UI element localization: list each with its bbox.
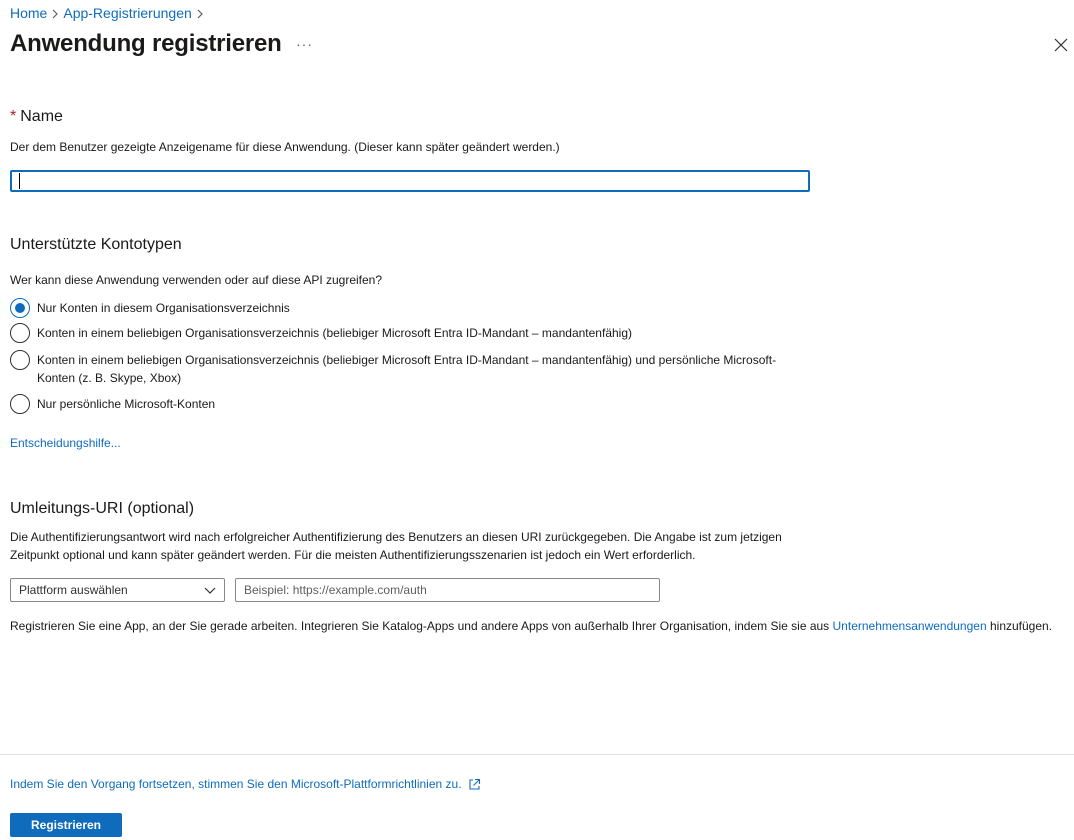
- decision-help-link[interactable]: Entscheidungshilfe...: [10, 436, 121, 450]
- info-text: [10, 617, 1070, 635]
- radio-button-checked[interactable]: [10, 298, 30, 318]
- name-help-text: Der dem Benutzer gezeigte Anzeigename für diese Anwendung. (Dieser kann später geändert werden.): [10, 140, 560, 154]
- account-types-title: Unterstützte Kontotypen: [10, 236, 182, 253]
- required-marker: *: [10, 108, 17, 125]
- platform-select-value: Plattform auswählen: [19, 583, 128, 597]
- redirect-uri-input[interactable]: [235, 578, 660, 602]
- close-icon[interactable]: [1053, 37, 1069, 53]
- platform-policy-link[interactable]: Indem Sie den Vorgang fortsetzen, stimmen Sie den Microsoft-Plattformrichtlinien zu.: [10, 777, 462, 791]
- radio-label: Nur persönliche Microsoft-Konten: [37, 397, 216, 411]
- policy-row: [10, 777, 481, 791]
- account-type-option-personal-only[interactable]: [10, 394, 797, 414]
- register-button[interactable]: Registrieren: [10, 813, 122, 837]
- radio-label: Konten in einem beliebigen Organisationsverzeichnis (beliebiger Microsoft Entra ID-Mandant – mandantenfähig): [37, 326, 632, 340]
- text-caret: [19, 173, 20, 189]
- account-type-option-single-tenant[interactable]: [10, 298, 797, 318]
- page-title: Anwendung registrieren: [10, 30, 282, 57]
- account-types-question: Wer kann diese Anwendung verwenden oder auf diese API zugreifen?: [10, 273, 383, 287]
- chevron-right-icon: [47, 6, 63, 21]
- name-label: [10, 108, 63, 126]
- redirect-uri-title: Umleitungs-URI (optional): [10, 500, 195, 517]
- radio-label: Nur Konten in diesem Organisationsverzeichnis: [37, 301, 290, 315]
- name-label-text: Name: [20, 108, 63, 125]
- radio-button[interactable]: [10, 323, 30, 343]
- info-text-before: Registrieren Sie eine App, an der Sie gerade arbeiten. Integrieren Sie Katalog-Apps und andere Apps von außerhalb Ihrer Organisation, indem Sie sie aus: [10, 619, 833, 633]
- info-text-after: hinzufügen.: [986, 619, 1053, 633]
- account-type-option-multi-tenant[interactable]: [10, 323, 797, 343]
- enterprise-applications-link[interactable]: Unternehmensanwendungen: [832, 619, 987, 633]
- radio-button[interactable]: [10, 350, 30, 370]
- footer-divider: [0, 754, 1074, 755]
- chevron-down-icon: [204, 585, 216, 595]
- platform-select[interactable]: [10, 578, 225, 602]
- name-input[interactable]: [10, 170, 810, 192]
- breadcrumb-app-registrations-link[interactable]: App-Registrierungen: [63, 5, 192, 21]
- account-type-option-multi-tenant-personal[interactable]: [10, 350, 797, 387]
- breadcrumb-home-link[interactable]: Home: [10, 5, 48, 21]
- more-options-button[interactable]: ···: [296, 36, 313, 52]
- chevron-right-icon: [192, 6, 208, 21]
- redirect-uri-help-text: Die Authentifizierungsantwort wird nach erfolgreicher Authentifizierung des Benutzers an diesen URI zurückgegeben. Die Angabe ist zum jetzigen Zeitpunkt optional und kann später geändert werden. Für die meisten Authentifizierungsszenarien ist jedoch ein Wert erforderlich.: [10, 530, 782, 562]
- external-link-icon[interactable]: [468, 778, 481, 791]
- radio-button[interactable]: [10, 394, 30, 414]
- radio-label: Konten in einem beliebigen Organisationsverzeichnis (beliebiger Microsoft Entra ID-Mandant – mandantenfähig) und persönliche Microsoft-Konten (z. B. Skype, Xbox): [37, 353, 777, 385]
- breadcrumb: [10, 4, 208, 22]
